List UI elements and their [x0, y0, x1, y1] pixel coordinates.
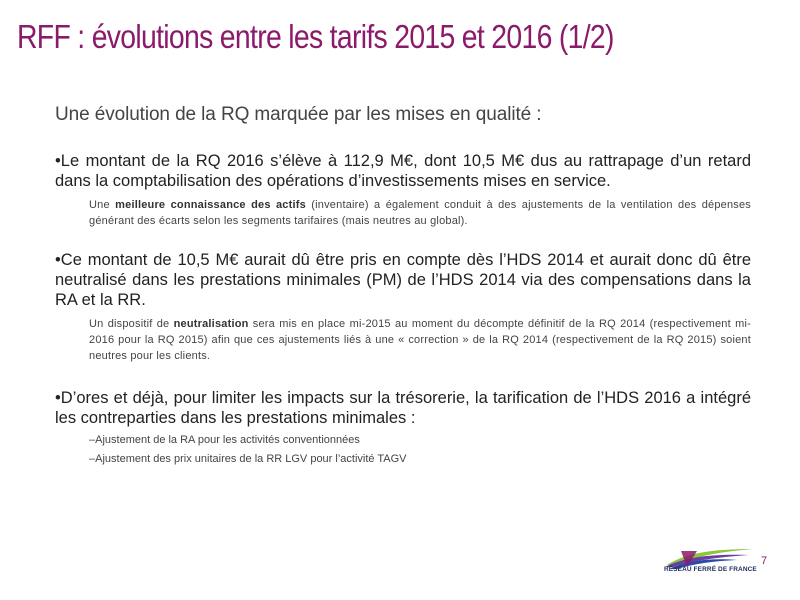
intro-text: Une évolution de la RQ marquée par les mises en qualité :: [55, 104, 542, 125]
slide-title: RFF : évolutions entre les tarifs 2015 et 2016 (1/2): [17, 18, 614, 55]
bullet-1-detail-end: (inventaire) a également conduit à des ajustements de la ventilation des dépenses générant des écarts selon les segments tarifaires (mais neutres au global).: [89, 199, 751, 227]
bullet-1-detail: [89, 197, 751, 229]
bullet-2-detail-bold: neutralisation: [173, 318, 249, 330]
slide-body: [55, 104, 751, 469]
dash-item-1: –Ajustement de la RA pour les activités conventionnées: [89, 434, 360, 446]
bullet-1: •Le montant de la RQ 2016 s’élève à 112,9 M€, dont 10,5 M€ dus au rattrapage d’un retard dans la comptabilisation des opérations d’investissements mises en service.: [55, 152, 751, 190]
bullet-2-detail: [89, 316, 751, 364]
logo-text: RÉSEAU FERRÉ DE FRANCE: [664, 566, 757, 573]
bullet-2-detail-start: Un dispositif de: [89, 318, 174, 330]
bullet-2: •Ce montant de 10,5 M€ aurait dû être pris en compte dès l’HDS 2014 et aurait donc dû être neutralisé dans les prestations minimales (PM) de l’HDS 2014 via des compensations dans la RA et la RR.: [55, 251, 751, 309]
bullet-3: •D’ores et déjà, pour limiter les impacts sur la trésorerie, la tarification de l’HDS 2016 a intégré les contreparties dans les prestations minimales :: [55, 389, 751, 427]
bullet-1-detail-bold: meilleure connaissance des actifs: [115, 199, 306, 211]
bullet-2-detail-end: sera mis en place mi-2015 au moment du décompte définitif de la RQ 2014 (respectivement mi-2016 pour la RQ 2015) afin que ces ajustements liés à une « correction » de la RQ 2014 (respectivement de la RQ 2015) soient neutres pour les clients.: [89, 318, 751, 362]
dash-item-2: –Ajustement des prix unitaires de la RR LGV pour l’activité TAGV: [89, 453, 407, 465]
bullet-1-detail-start: Une: [89, 199, 116, 211]
page-number: 7: [761, 555, 768, 567]
